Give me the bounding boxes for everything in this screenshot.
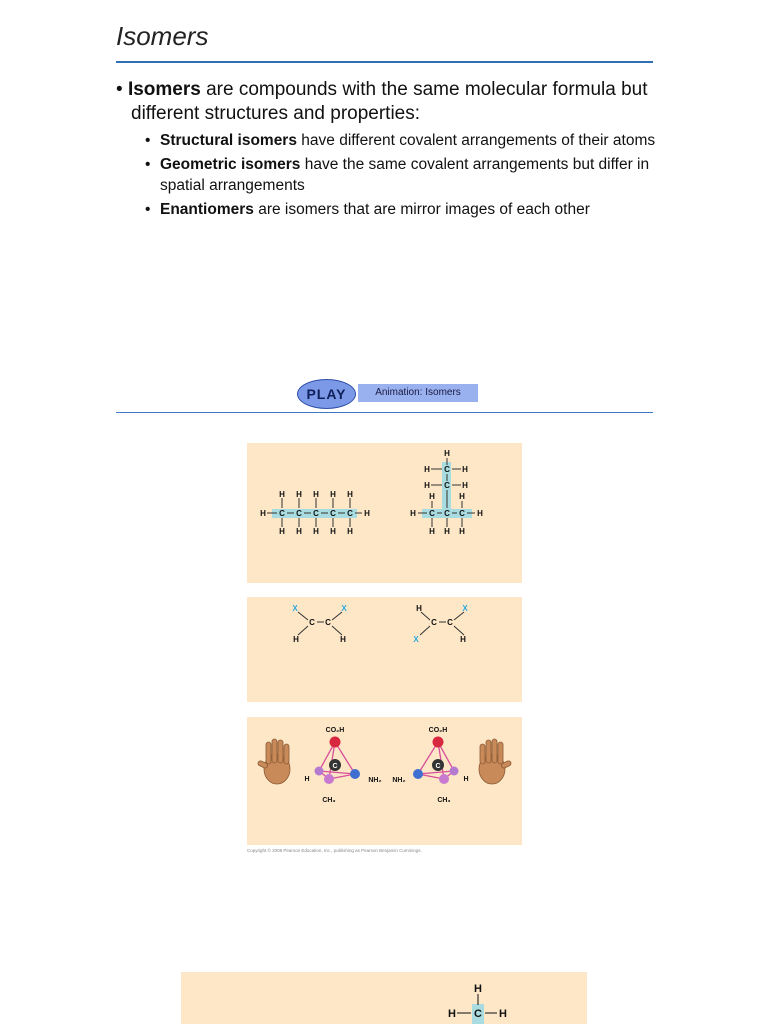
isobutane-molecule	[410, 449, 483, 536]
atom-c: C	[347, 509, 353, 518]
bullet-structural-term: Structural isomers	[160, 132, 297, 149]
atom-h: H	[260, 509, 266, 518]
atom-h: H	[448, 1008, 456, 1020]
right-hand-icon	[479, 739, 512, 784]
bullet-structural: • Structural isomers have different covalent arrangements of their atoms	[145, 132, 656, 149]
geometric-isomers-diagram	[247, 597, 522, 702]
atom-h: H	[459, 492, 465, 501]
substituent-x: X	[413, 635, 419, 644]
substituent-x: X	[292, 604, 298, 613]
next-figure-diagram	[181, 972, 587, 1024]
geometric-isomers-panel	[247, 597, 522, 702]
enantiomers-diagram	[247, 717, 522, 845]
bullet-isomers: • Isomers are compounds with the same molecular formula but different structures and properties:	[116, 79, 648, 124]
atom-h: H	[444, 449, 450, 458]
atom-c: C	[332, 763, 338, 770]
bullet-enantiomers-text: are isomers that are mirror images of each other	[253, 201, 590, 218]
nitrogen-atom	[350, 769, 360, 779]
methyl-carbon-atom	[324, 774, 334, 784]
atom-c: C	[444, 465, 450, 474]
atom-h: H	[424, 465, 430, 474]
nitrogen-atom	[413, 769, 423, 779]
atom-h: H	[313, 490, 319, 499]
play-button[interactable]: PLAY	[297, 379, 356, 409]
section-divider	[116, 412, 653, 413]
atom-h: H	[330, 490, 336, 499]
atom-h: H	[474, 983, 482, 995]
next-figure-panel	[181, 972, 587, 1024]
atom-h: H	[296, 527, 302, 536]
atom-h: H	[477, 509, 483, 518]
atom-h: H	[429, 492, 435, 501]
bullet-list	[116, 78, 661, 223]
atom-h: H	[459, 527, 465, 536]
bullet-geometric: • Geometric isomers have the same covalent arrangements but differ in spatial arrangements	[145, 156, 650, 194]
atom-h: H	[462, 465, 468, 474]
amino-label: NH₂	[368, 777, 382, 784]
carboxyl-label: CO₂H	[325, 727, 345, 734]
atom-c: C	[309, 618, 315, 627]
atom-h: H	[410, 509, 416, 518]
bullet-geometric-text: have the same covalent arrangements but differ in spatial arrangements	[160, 156, 650, 194]
title-divider	[116, 61, 653, 63]
atom-h: H	[293, 635, 299, 644]
bullet-isomers-text: are compounds with the same molecular formula but different structures and properties:	[131, 79, 648, 124]
atom-c: C	[447, 618, 453, 627]
atom-h: H	[460, 635, 466, 644]
atom-h: H	[347, 490, 353, 499]
atom-h: H	[330, 527, 336, 536]
atom-h: H	[340, 635, 346, 644]
copyright-notice: Copyright © 2008 Pearson Education, Inc., publishing as Pearson Benjamin Cummings.	[247, 848, 422, 853]
butane-molecule	[260, 490, 370, 536]
atom-h: H	[279, 490, 285, 499]
substituent-x: X	[341, 604, 347, 613]
hydrogen-atom	[315, 767, 324, 776]
oxygen-atom	[330, 737, 341, 748]
atom-c: C	[459, 509, 465, 518]
slide-title: Isomers	[116, 21, 209, 52]
enantiomer-left	[304, 727, 381, 804]
methyl-label: CH₃	[437, 797, 451, 804]
atom-h: H	[416, 604, 422, 613]
trans-isomer	[420, 612, 464, 635]
atom-c: C	[325, 618, 331, 627]
bullet-enantiomers: • Enantiomers are isomers that are mirror images of each other	[145, 201, 590, 218]
atom-h: H	[347, 527, 353, 536]
carboxyl-label: CO₂H	[428, 727, 448, 734]
bullet-enantiomers-term: Enantiomers	[160, 201, 254, 218]
bullet-isomers-term: Isomers	[127, 79, 201, 100]
atom-c: C	[279, 509, 285, 518]
atom-h: H	[279, 527, 285, 536]
atom-c: C	[435, 763, 441, 770]
atom-h: H	[304, 776, 310, 783]
methyl-label: CH₃	[322, 797, 336, 804]
atom-h: H	[424, 481, 430, 490]
methyl-carbon-atom	[439, 774, 449, 784]
hydrogen-atom	[450, 767, 459, 776]
bullet-structural-text: have different covalent arrangements of their atoms	[296, 132, 656, 149]
atom-c: C	[429, 509, 435, 518]
animation-link[interactable]: Animation: Isomers	[358, 384, 478, 402]
atom-c: C	[313, 509, 319, 518]
amino-label: NH₂	[392, 777, 406, 784]
atom-h: H	[444, 527, 450, 536]
cis-isomer	[298, 612, 342, 635]
atom-h: H	[364, 509, 370, 518]
atom-h: H	[499, 1008, 507, 1020]
atom-h: H	[463, 776, 469, 783]
enantiomer-right	[392, 727, 468, 804]
atom-c: C	[431, 618, 437, 627]
oxygen-atom	[433, 737, 444, 748]
substituent-x: X	[462, 604, 468, 613]
atom-c: C	[474, 1008, 482, 1020]
structural-isomers-diagram	[247, 443, 522, 583]
atom-h: H	[313, 527, 319, 536]
enantiomers-panel	[247, 717, 522, 845]
atom-c: C	[444, 481, 450, 490]
atom-c: C	[330, 509, 336, 518]
bullet-geometric-term: Geometric isomers	[160, 156, 301, 173]
left-hand-icon	[257, 739, 290, 784]
atom-c: C	[444, 509, 450, 518]
atom-h: H	[296, 490, 302, 499]
atom-h: H	[429, 527, 435, 536]
atom-c: C	[296, 509, 302, 518]
atom-h: H	[462, 481, 468, 490]
structural-isomers-panel	[247, 443, 522, 583]
